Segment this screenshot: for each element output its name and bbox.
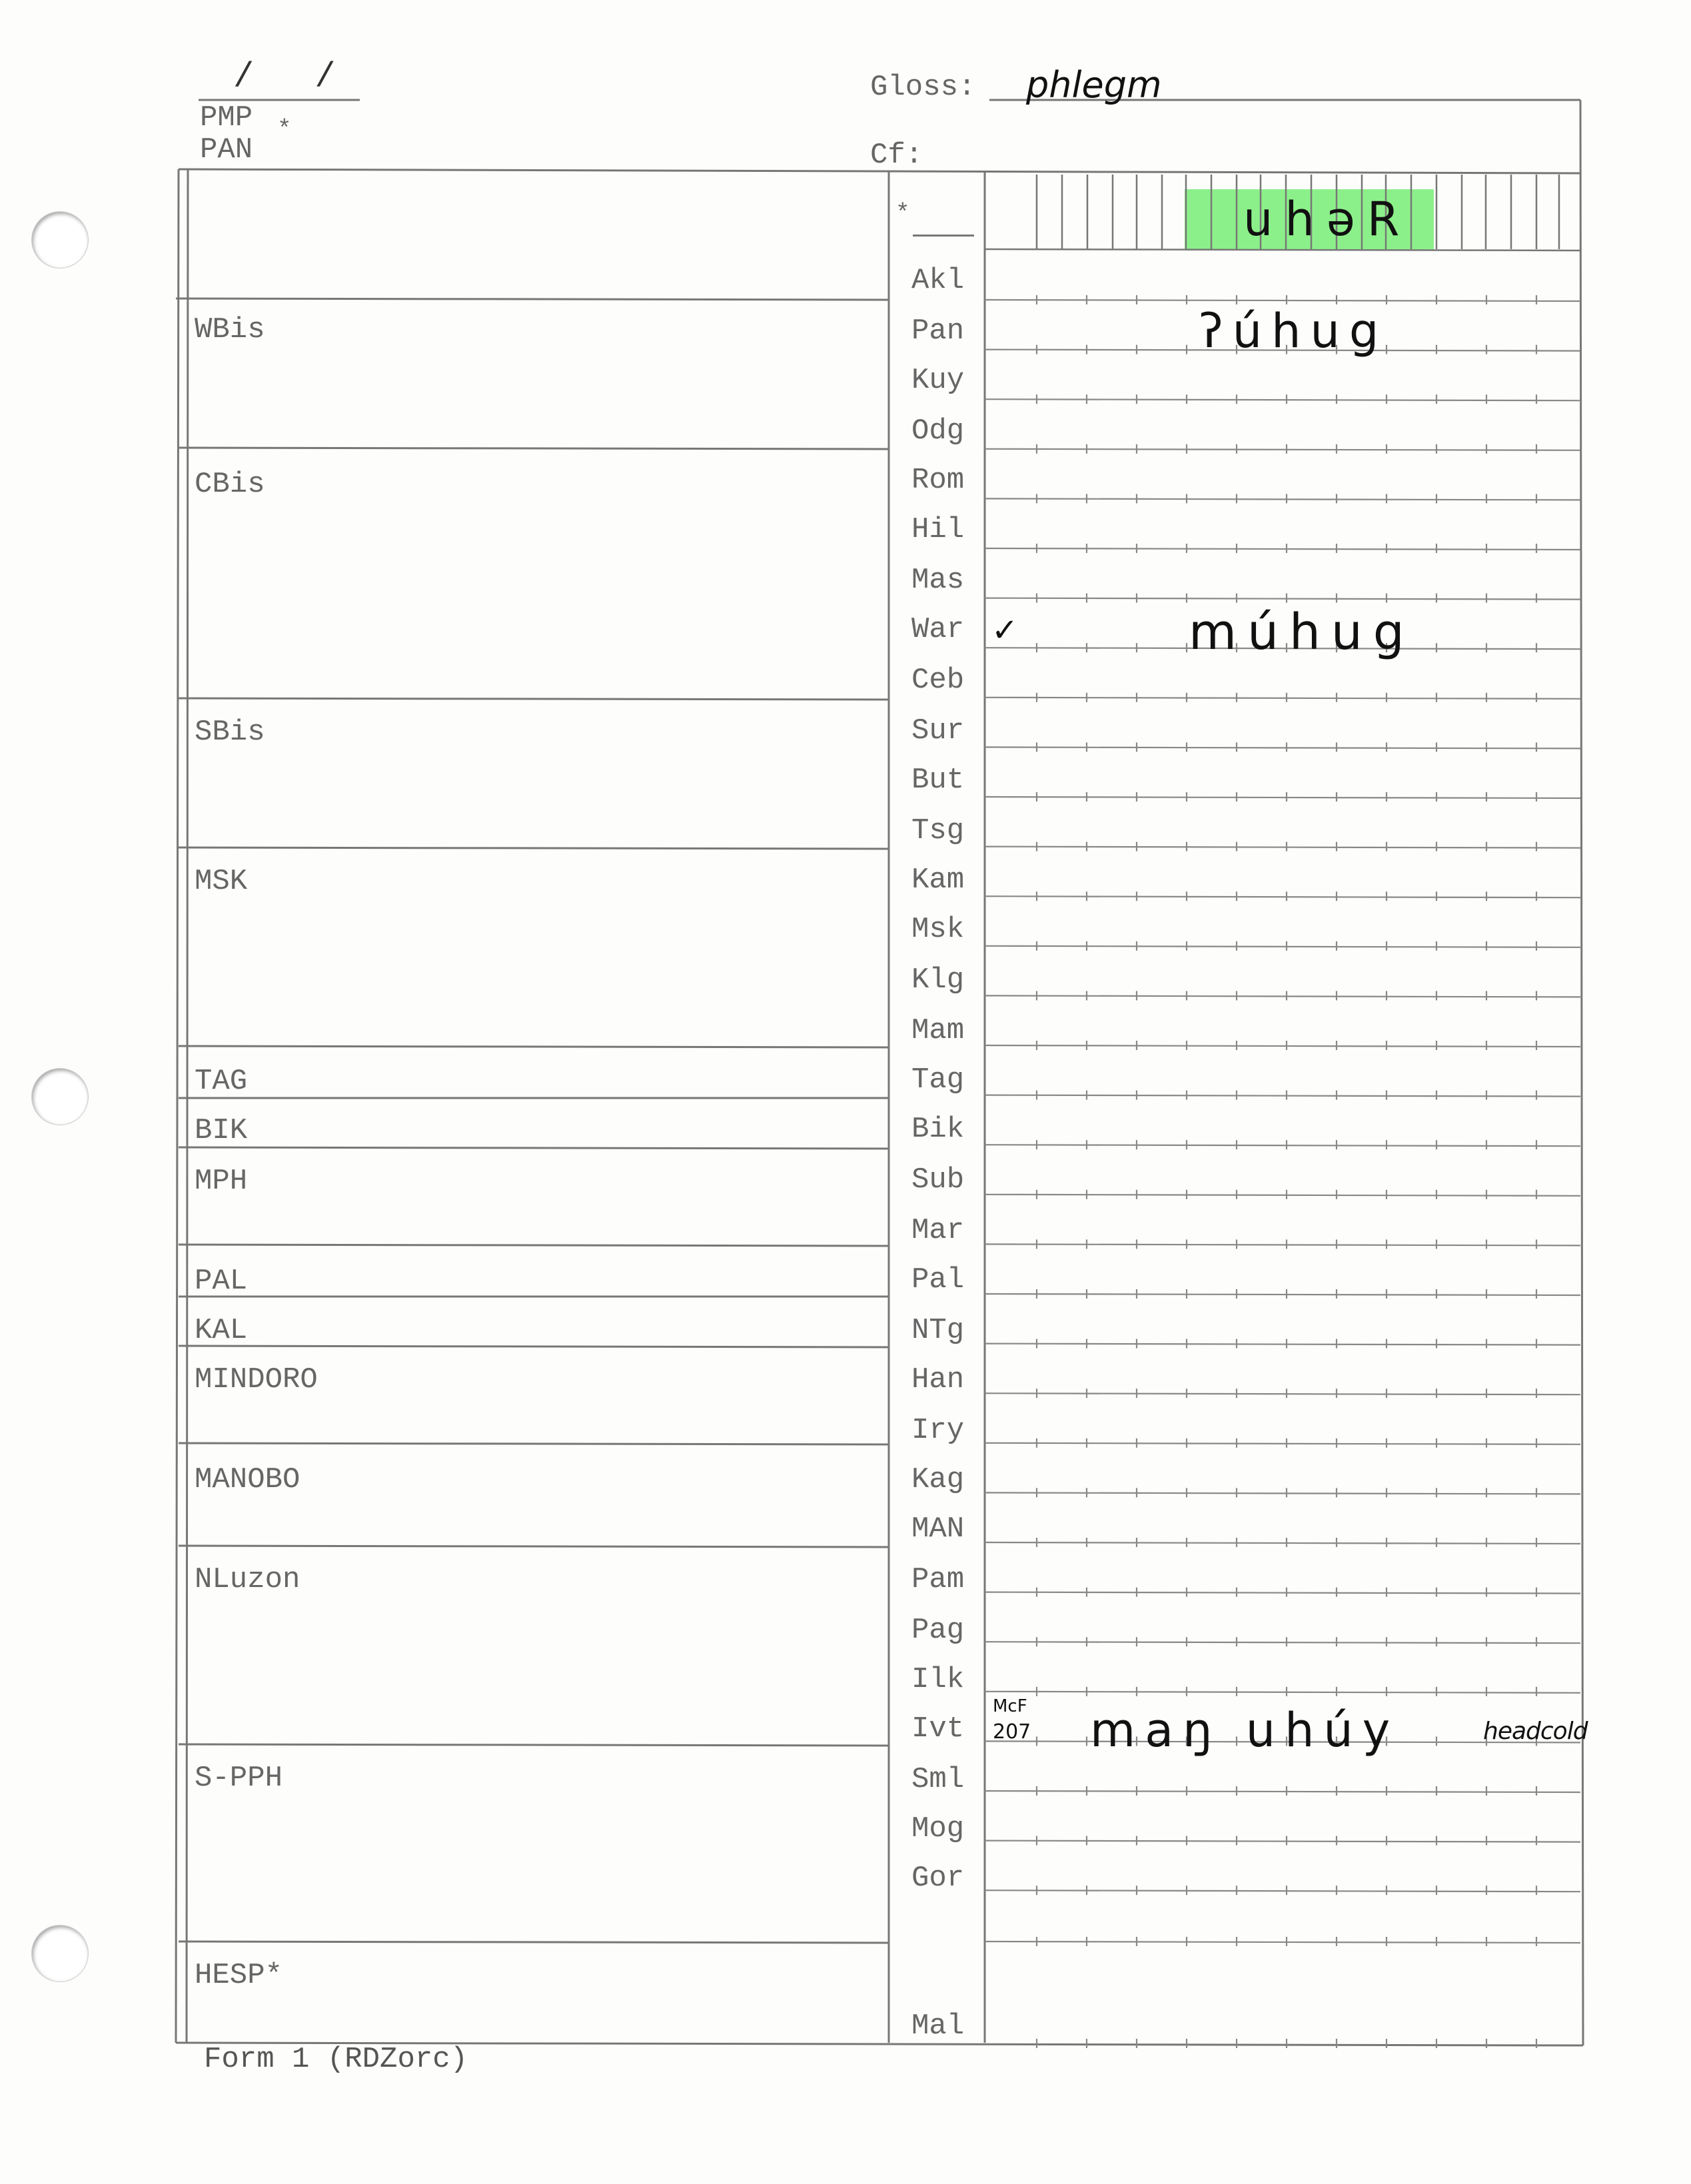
group-label-hesp: HESP* <box>195 1959 283 1992</box>
entry-row-line <box>985 1841 1580 1842</box>
lang-code-kag: Kag <box>911 1463 965 1496</box>
lang-code-msk: Msk <box>911 913 965 946</box>
entry-row-line <box>985 1045 1580 1047</box>
entry-ivt-source-top: McF <box>993 1696 1027 1716</box>
reconstruction-form: uhəR <box>1243 192 1412 247</box>
lang-code-sub: Sub <box>911 1163 965 1197</box>
lang-code-gor: Gor <box>911 1862 965 1895</box>
lang-code-ceb: Ceb <box>911 664 965 697</box>
group-label-msk: MSK <box>195 865 248 898</box>
entry-ivt-note: headcold <box>1483 1718 1588 1745</box>
cf-label: Cf: <box>870 139 923 172</box>
lang-code-ntg: NTg <box>911 1314 965 1347</box>
entry-row-line <box>985 1344 1580 1345</box>
lang-code-odg: Odg <box>911 414 965 448</box>
lang-code-tsg: Tsg <box>911 814 965 847</box>
footer-form-label: Form 1 (RDZorc) <box>204 2043 468 2076</box>
entry-row-line <box>985 1195 1580 1196</box>
lang-code-mam: Mam <box>911 1014 965 1047</box>
lang-code-mas: Mas <box>911 564 965 597</box>
group-label-wbis: WBis <box>195 313 265 346</box>
group-label-pal: PAL <box>195 1265 248 1298</box>
date-field: / / <box>233 57 356 97</box>
lang-code-pal: Pal <box>911 1263 965 1297</box>
entry-row-line <box>985 847 1580 848</box>
lang-code-hil: Hil <box>911 513 965 546</box>
entry-row-line <box>985 1542 1580 1544</box>
lang-code-but: But <box>911 764 965 797</box>
entry-row-line <box>985 1692 1580 1693</box>
entry-ivt-form: maŋ uhúy <box>1090 1703 1400 1758</box>
entry-row-line <box>985 1443 1580 1444</box>
reconstruction-star: * <box>895 200 910 227</box>
entry-row-line <box>985 995 1580 997</box>
entry-row-line <box>985 1244 1580 1245</box>
entry-pan-form: ʔúhug <box>1199 304 1389 358</box>
lang-code-pag: Pag <box>911 1614 965 1647</box>
entry-row-line <box>985 1791 1580 1792</box>
lang-code-kam: Kam <box>911 863 965 897</box>
group-label-kal: KAL <box>195 1314 248 1347</box>
lang-code-ivt: Ivt <box>911 1712 965 1746</box>
gloss-value: phlegm <box>1026 64 1162 106</box>
entry-row-line <box>985 797 1580 798</box>
entry-row-line <box>985 698 1580 699</box>
entry-row-line <box>985 1294 1580 1295</box>
entry-row-line <box>985 598 1580 600</box>
lang-code-han: Han <box>911 1363 965 1396</box>
pmp-label: PMP <box>200 101 253 135</box>
entry-row-line <box>985 1642 1580 1643</box>
group-label-s-pph: S-PPH <box>195 1762 283 1795</box>
group-label-sbis: SBis <box>195 716 265 749</box>
group-label-mindoro: MINDORO <box>195 1363 318 1396</box>
entry-row-line <box>985 548 1580 550</box>
entry-row-line <box>985 747 1580 748</box>
entry-row-line <box>985 1941 1580 1943</box>
entry-row-line <box>985 498 1580 500</box>
entry-row-line <box>985 1145 1580 1146</box>
entry-war-form: múhug <box>1189 604 1415 661</box>
lang-code-tag: Tag <box>911 1063 965 1097</box>
lang-code-man: MAN <box>911 1512 965 1546</box>
entry-row-line <box>985 1890 1580 1892</box>
pmp-star: * <box>277 116 292 143</box>
lang-code-iry: Iry <box>911 1414 965 1447</box>
group-label-cbis: CBis <box>195 468 265 501</box>
group-label-mph: MPH <box>195 1165 248 1198</box>
entry-row-line <box>985 399 1580 400</box>
entry-row-line <box>985 449 1580 450</box>
lang-code-sur: Sur <box>911 714 965 748</box>
lang-code-bik: Bik <box>911 1113 965 1146</box>
entry-row-line <box>985 1492 1580 1494</box>
lang-code-mog: Mog <box>911 1812 965 1846</box>
lang-code-sml: Sml <box>911 1763 965 1796</box>
lang-code-war: War <box>911 613 965 646</box>
entry-row-line <box>985 896 1580 897</box>
entry-row-line <box>985 1592 1580 1594</box>
lang-code-akl: Akl <box>911 264 965 297</box>
entry-ivt-source-bottom: 207 <box>993 1720 1031 1744</box>
entry-war-check: ✓ <box>991 612 1019 649</box>
lang-code-rom: Rom <box>911 464 965 497</box>
lang-code-pam: Pam <box>911 1563 965 1596</box>
lang-code-kuy: Kuy <box>911 364 965 397</box>
pan-label: PAN <box>200 133 253 167</box>
gloss-label: Gloss: <box>870 71 976 104</box>
group-label-tag: TAG <box>195 1065 248 1098</box>
lang-code-mal: Mal <box>911 2009 965 2043</box>
group-label-nluzon: NLuzon <box>195 1563 300 1596</box>
group-label-bik: BIK <box>195 1114 248 1147</box>
lang-code-klg: Klg <box>911 963 965 997</box>
lang-code-ilk: Ilk <box>911 1663 965 1696</box>
group-label-manobo: MANOBO <box>195 1463 300 1496</box>
reconstruction-star-underline <box>913 235 974 237</box>
lang-code-mar: Mar <box>911 1214 965 1247</box>
entry-row-line <box>985 946 1580 947</box>
entry-row-line <box>985 1095 1580 1097</box>
entry-row-line <box>985 1393 1580 1394</box>
lang-code-pan: Pan <box>911 314 965 348</box>
entry-row-line <box>985 300 1580 301</box>
